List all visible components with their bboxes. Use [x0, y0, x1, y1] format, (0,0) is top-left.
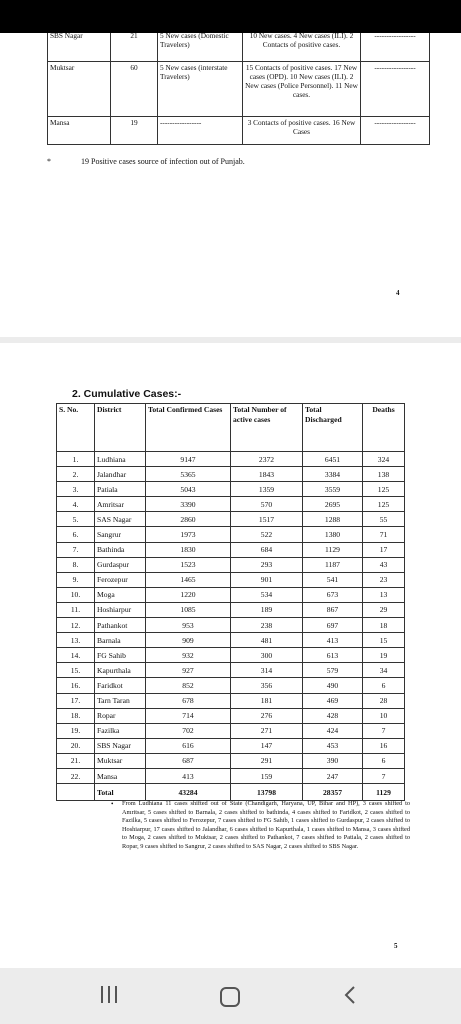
sno-cell: 9.: [57, 572, 95, 587]
confirmed-cell: 1465: [146, 572, 231, 587]
district-cell: FG Sahib: [95, 648, 146, 663]
table-row: [57, 542, 405, 557]
count-cell: 21: [111, 33, 158, 62]
discharged-cell: 453: [303, 738, 363, 753]
home-icon[interactable]: [220, 987, 240, 1007]
active-cell: 181: [231, 693, 303, 708]
sno-cell: 5.: [57, 512, 95, 527]
header-confirmed: Total Confirmed Cases: [146, 404, 231, 452]
deaths-cell: 16: [363, 738, 405, 753]
table-row: [57, 648, 405, 663]
discharged-cell: 6451: [303, 452, 363, 467]
sno-cell: 22.: [57, 768, 95, 783]
table-row: [57, 452, 405, 467]
header-active: Total Number of active cases: [231, 404, 303, 452]
deaths-cell: 324: [363, 452, 405, 467]
footnote-marker: *: [47, 157, 51, 166]
district-cell: Bathinda: [95, 542, 146, 557]
discharged-cell: 3559: [303, 482, 363, 497]
active-cell: 271: [231, 723, 303, 738]
source-cell: 10 New cases. 4 New cases (ILI). 2 Contacts of positive cases.: [243, 33, 361, 62]
sno-cell: 16.: [57, 678, 95, 693]
active-cell: 159: [231, 768, 303, 783]
confirmed-cell: 616: [146, 738, 231, 753]
header-discharged: Total Discharged: [303, 404, 363, 452]
district-cell: Jalandhar: [95, 467, 146, 482]
deaths-cell: 19: [363, 648, 405, 663]
confirmed-cell: 5365: [146, 467, 231, 482]
table-row: [48, 62, 430, 117]
confirmed-cell: 927: [146, 663, 231, 678]
deaths-cell: 15: [363, 633, 405, 648]
sno-cell: 10.: [57, 587, 95, 602]
confirmed-cell: 3390: [146, 497, 231, 512]
active-cell: 1359: [231, 482, 303, 497]
discharged-cell: 1380: [303, 527, 363, 542]
total-row: [57, 784, 405, 801]
section-heading: 2. Cumulative Cases:-: [72, 388, 182, 400]
district-cell: Fazilka: [95, 723, 146, 738]
active-cell: 522: [231, 527, 303, 542]
deaths-cell: 13: [363, 587, 405, 602]
district-cell: Amritsar: [95, 497, 146, 512]
table-row: [57, 557, 405, 572]
discharged-cell: 428: [303, 708, 363, 723]
note-text: From Ludhiana 11 cases shifted out of State (Chandigarh, Haryana, UP, Bihar and HP), 3 cases shifted to Amritsar, 5 cases shifted to Barnala, 2 cases shifted to bathinda, 4 cases shifted to Faridkot, 2 cases shifted to Fazilka, 5 cases shifted to Ferozepur, 7 cases shifted to FG Sahib, 1 cases shifted to Gurdaspur, 2 cases shifted to Hoshiarpur, 17 cases shifted to Jalandhar, 6 cases shifted to Kapurthala, 1 cases shifted to Mansa, 3 cases shifted to Moga, 2 cases shifted to Muktsar, 2 cases shifted to Pathankot, 7 cases shifted to Patiala, 2 cases shifted to Ropar, 9 cases shifted to Sangrur, 2 cases shifted to SAS Nagar, 2 cases shifted to SBS Nagar.: [122, 800, 410, 850]
footnote: [47, 157, 245, 166]
district-cell: SBS Nagar: [48, 33, 111, 62]
district-cell: Moga: [95, 587, 146, 602]
source-cell: 15 Contacts of positive cases. 17 New cases (OPD). 10 New cases (ILI). 2 New cases (Police Personnel). 11 New cases.: [243, 62, 361, 117]
page-number: 5: [394, 942, 398, 950]
discharged-cell: 867: [303, 602, 363, 617]
sno-cell: 11.: [57, 602, 95, 617]
deaths-cell: 6: [363, 678, 405, 693]
remarks-cell: -----------------: [361, 62, 430, 117]
new-cases-cell: 5 New cases (interstate Travelers): [158, 62, 243, 117]
total-confirmed: 43284: [146, 784, 231, 801]
district-cell: Ludhiana: [95, 452, 146, 467]
sno-cell: 8.: [57, 557, 95, 572]
discharged-cell: 579: [303, 663, 363, 678]
sno-cell: 6.: [57, 527, 95, 542]
district-cell: Muktsar: [95, 753, 146, 768]
table-row: [57, 678, 405, 693]
deaths-cell: 29: [363, 602, 405, 617]
active-cell: 293: [231, 557, 303, 572]
table-row: [48, 117, 430, 145]
document-page-5: [0, 343, 461, 968]
district-cell: Ferozepur: [95, 572, 146, 587]
confirmed-cell: 932: [146, 648, 231, 663]
table-row: [57, 723, 405, 738]
discharged-cell: 490: [303, 678, 363, 693]
discharged-cell: 247: [303, 768, 363, 783]
confirmed-cell: 1085: [146, 602, 231, 617]
active-cell: 147: [231, 738, 303, 753]
discharged-cell: 3384: [303, 467, 363, 482]
deaths-cell: 71: [363, 527, 405, 542]
active-cell: 901: [231, 572, 303, 587]
confirmed-cell: 702: [146, 723, 231, 738]
deaths-cell: 7: [363, 768, 405, 783]
table-header-row: [57, 404, 405, 452]
active-cell: 570: [231, 497, 303, 512]
remarks-cell: -----------------: [361, 117, 430, 145]
confirmed-cell: 1973: [146, 527, 231, 542]
district-cell: Barnala: [95, 633, 146, 648]
sno-cell: 17.: [57, 693, 95, 708]
sno-cell: 15.: [57, 663, 95, 678]
district-sources-table: [47, 33, 430, 145]
new-cases-cell: 5 New cases (Domestic Travelers): [158, 33, 243, 62]
remarks-cell: -----------------: [361, 33, 430, 62]
discharged-cell: 1129: [303, 542, 363, 557]
back-icon[interactable]: [343, 986, 357, 1004]
district-cell: Mansa: [95, 768, 146, 783]
page-number: 4: [396, 289, 400, 297]
sno-cell: 18.: [57, 708, 95, 723]
discharged-cell: 613: [303, 648, 363, 663]
table-row: [57, 467, 405, 482]
table-row: [57, 693, 405, 708]
district-cell: Muktsar: [48, 62, 111, 117]
deaths-cell: 34: [363, 663, 405, 678]
district-cell: Pathankot: [95, 618, 146, 633]
sno-cell: 12.: [57, 618, 95, 633]
deaths-cell: 18: [363, 618, 405, 633]
confirmed-cell: 5043: [146, 482, 231, 497]
deaths-cell: 138: [363, 467, 405, 482]
shift-note: [111, 800, 410, 852]
active-cell: 276: [231, 708, 303, 723]
district-cell: Mansa: [48, 117, 111, 145]
source-cell: 3 Contacts of positive cases. 16 New Cases: [243, 117, 361, 145]
confirmed-cell: 1830: [146, 542, 231, 557]
active-cell: 1517: [231, 512, 303, 527]
confirmed-cell: 2860: [146, 512, 231, 527]
deaths-cell: 23: [363, 572, 405, 587]
sno-cell: 14.: [57, 648, 95, 663]
confirmed-cell: 953: [146, 618, 231, 633]
active-cell: 1843: [231, 467, 303, 482]
table-row: [57, 527, 405, 542]
deaths-cell: 125: [363, 482, 405, 497]
confirmed-cell: 909: [146, 633, 231, 648]
table-row: [57, 512, 405, 527]
active-cell: 291: [231, 753, 303, 768]
table-row: [57, 482, 405, 497]
table-row: [57, 497, 405, 512]
sno-cell: 20.: [57, 738, 95, 753]
confirmed-cell: 678: [146, 693, 231, 708]
document-page-4: [0, 33, 461, 337]
active-cell: 189: [231, 602, 303, 617]
table-row: [57, 708, 405, 723]
active-cell: 684: [231, 542, 303, 557]
header-deaths: Deaths: [363, 404, 405, 452]
district-cell: Tarn Taran: [95, 693, 146, 708]
sno-cell: 4.: [57, 497, 95, 512]
table-row: [57, 587, 405, 602]
sno-cell: 2.: [57, 467, 95, 482]
discharged-cell: 2695: [303, 497, 363, 512]
total-deaths: 1129: [363, 784, 405, 801]
district-cell: SAS Nagar: [95, 512, 146, 527]
deaths-cell: 10: [363, 708, 405, 723]
header-district: District: [95, 404, 146, 452]
confirmed-cell: 687: [146, 753, 231, 768]
new-cases-cell: -----------------: [158, 117, 243, 145]
count-cell: 60: [111, 62, 158, 117]
table-row: [57, 602, 405, 617]
active-cell: 2372: [231, 452, 303, 467]
discharged-cell: 413: [303, 633, 363, 648]
cumulative-cases-table: [56, 403, 405, 801]
district-cell: SBS Nagar: [95, 738, 146, 753]
district-cell: Faridkot: [95, 678, 146, 693]
district-cell: Hoshiarpur: [95, 602, 146, 617]
sno-cell: 7.: [57, 542, 95, 557]
confirmed-cell: 9147: [146, 452, 231, 467]
district-cell: Sangrur: [95, 527, 146, 542]
confirmed-cell: 714: [146, 708, 231, 723]
navigation-bar: [0, 968, 461, 1024]
district-cell: Patiala: [95, 482, 146, 497]
deaths-cell: 17: [363, 542, 405, 557]
footnote-text: 19 Positive cases source of infection out of Punjab.: [81, 157, 245, 166]
table-row: [57, 663, 405, 678]
discharged-cell: 1187: [303, 557, 363, 572]
deaths-cell: 7: [363, 723, 405, 738]
active-cell: 314: [231, 663, 303, 678]
active-cell: 238: [231, 618, 303, 633]
discharged-cell: 469: [303, 693, 363, 708]
deaths-cell: 125: [363, 497, 405, 512]
discharged-cell: 673: [303, 587, 363, 602]
sno-cell: 3.: [57, 482, 95, 497]
total-active: 13798: [231, 784, 303, 801]
deaths-cell: 55: [363, 512, 405, 527]
discharged-cell: 390: [303, 753, 363, 768]
confirmed-cell: 852: [146, 678, 231, 693]
total-discharged: 28357: [303, 784, 363, 801]
sno-cell: 13.: [57, 633, 95, 648]
table-row: [57, 738, 405, 753]
district-cell: Gurdaspur: [95, 557, 146, 572]
deaths-cell: 43: [363, 557, 405, 572]
confirmed-cell: 413: [146, 768, 231, 783]
table-row: [57, 633, 405, 648]
discharged-cell: 1288: [303, 512, 363, 527]
deaths-cell: 28: [363, 693, 405, 708]
deaths-cell: 6: [363, 753, 405, 768]
discharged-cell: 697: [303, 618, 363, 633]
table-row: [57, 572, 405, 587]
active-cell: 481: [231, 633, 303, 648]
sno-cell: 1.: [57, 452, 95, 467]
sno-cell: 19.: [57, 723, 95, 738]
header-sno: S. No.: [57, 404, 95, 452]
recent-apps-icon[interactable]: [101, 986, 121, 1004]
active-cell: 534: [231, 587, 303, 602]
active-cell: 300: [231, 648, 303, 663]
discharged-cell: 424: [303, 723, 363, 738]
confirmed-cell: 1220: [146, 587, 231, 602]
total-label: Total: [95, 784, 146, 801]
district-cell: Ropar: [95, 708, 146, 723]
total-sno-cell: [57, 784, 95, 801]
table-row: [57, 753, 405, 768]
status-bar: [0, 0, 461, 33]
active-cell: 356: [231, 678, 303, 693]
table-row: [57, 618, 405, 633]
confirmed-cell: 1523: [146, 557, 231, 572]
table-row: [48, 33, 430, 62]
sno-cell: 21.: [57, 753, 95, 768]
note-bullet: •: [111, 800, 114, 808]
district-cell: Kapurthala: [95, 663, 146, 678]
count-cell: 19: [111, 117, 158, 145]
table-row: [57, 768, 405, 783]
discharged-cell: 541: [303, 572, 363, 587]
